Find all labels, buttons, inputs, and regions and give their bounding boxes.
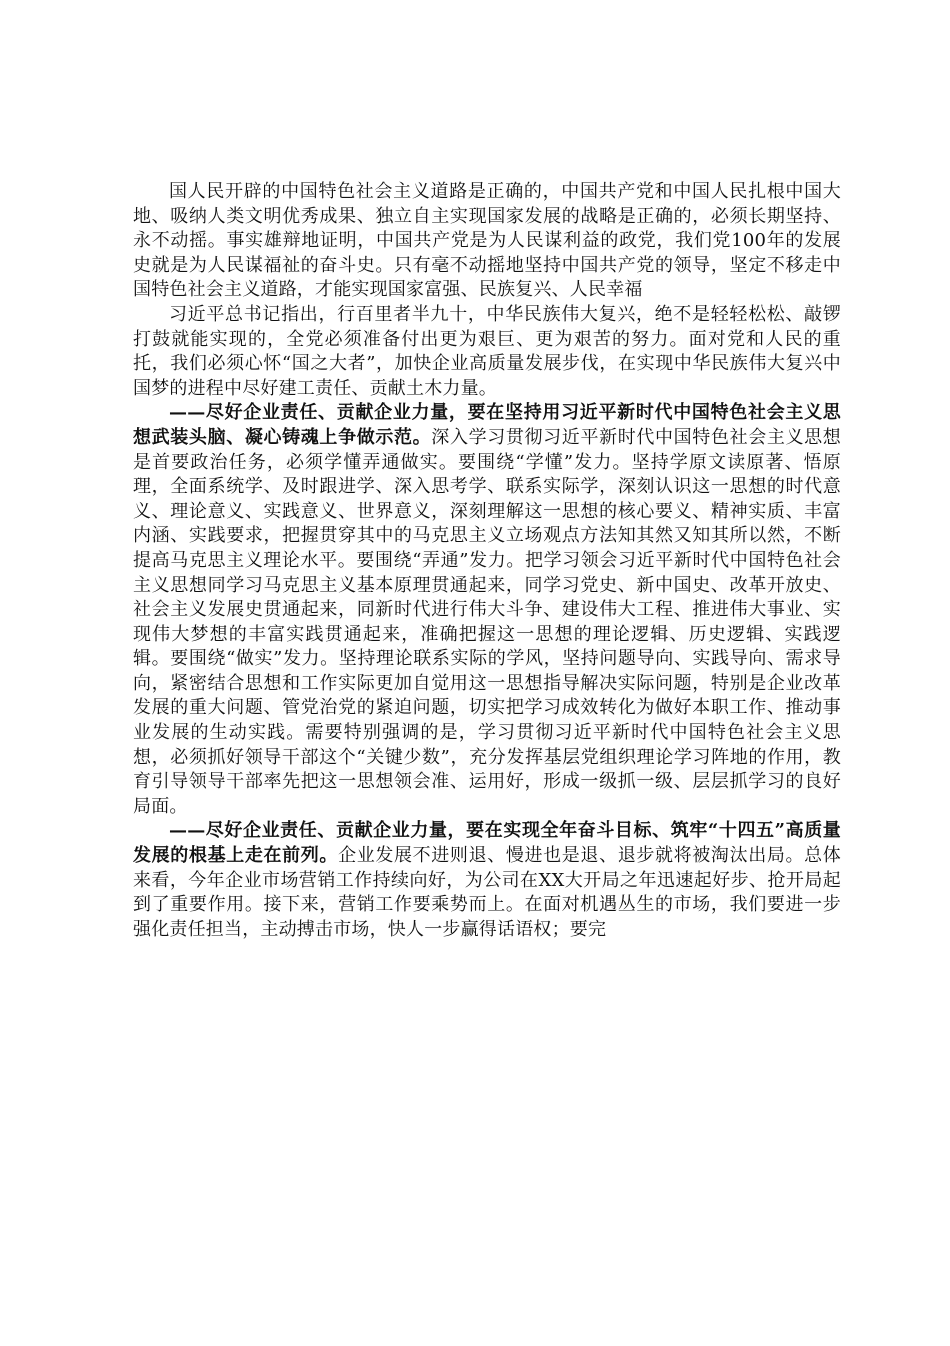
document-body [133, 180, 841, 942]
paragraph-text: 习近平总书记指出，行百里者半九十，中华民族伟大复兴，绝不是轻轻松松、敲锣打鼓就能实现的，全党必须准备付出更为艰巨、更为艰苦的努力。面对党和人民的重托，我们必须心怀“国之大者”，加快企业高质量发展步伐，在实现中华民族伟大复兴中国梦的进程中尽好建工责任、贡献土木力量。 [133, 303, 841, 399]
paragraph [133, 180, 841, 303]
paragraph [133, 819, 841, 942]
paragraph-text: 深入学习贯彻习近平新时代中国特色社会主义思想是首要政治任务，必须学懂弄通做实。要围绕“学懂”发力。坚持学原文读原著、悟原理，全面系统学、及时跟进学、深入思考学、联系实际学，深刻认识这一思想的时代意义、理论意义、实践意义、世界意义，深刻理解这一思想的核心要义、精神实质、丰富内涵、实践要求，把握贯穿其中的马克思主义立场观点方法知其然又知其所以然，不断提高马克思主义理论水平。要围绕“弄通”发力。把学习领会习近平新时代中国特色社会主义思想同学习马克思主义基本原理贯通起来，同学习党史、新中国史、改革开放史、社会主义发展史贯通起来，同新时代进行伟大斗争、建设伟大工程、推进伟大事业、实现伟大梦想的丰富实践贯通起来，准确把握这一思想的理论逻辑、历史逻辑、实践逻辑。要围绕“做实”发力。坚持理论联系实际的学风，坚持问题导向、实践导向、需求导向，紧密结合思想和工作实际更加自觉用这一思想指导解决实际问题，特别是企业改革发展的重大问题、管党治党的紧迫问题，切实把学习成效转化为做好本职工作、推动事业发展的生动实践。需要特别强调的是，学习贯彻习近平新时代中国特色社会主义思想，必须抓好领导干部这个“关键少数”，充分发挥基层党组织理论学习阵地的作用，教育引导领导干部率先把这一思想领会准、运用好，形成一级抓一级、层层抓学习的良好局面。 [133, 426, 841, 817]
paragraph-text: 企业发展不进则退、慢进也是退、退步就将被淘汰出局。总体来看，今年企业市场营销工作持续向好，为公司在XX大开局之年迅速起好步、抢开局起到了重要作用。接下来，营销工作要乘势而上。在面对机遇丛生的市场，我们要进一步强化责任担当，主动搏击市场，快人一步赢得话语权；要完 [133, 845, 841, 940]
paragraph-lead: ——尽好企业责任、贡献企业力量，要在实现全年奋斗目标、筑牢“十四五”高质量发展的根基上走在前列。 [133, 820, 841, 867]
paragraph-lead: ——尽好企业责任、贡献企业力量，要在坚持用习近平新时代中国特色社会主义思想武装头脑、凝心铸魂上争做示范。 [133, 402, 841, 448]
paragraph [133, 401, 841, 819]
paragraph-text: 国人民开辟的中国特色社会主义道路是正确的，中国共产党和中国人民扎根中国大地、吸纳人类文明优秀成果、独立自主实现国家发展的战略是正确的，必须长期坚持、永不动摇。事实雄辩地证明，中国共产党是为人民谋利益的政党，我们党100年的发展史就是为人民谋福祉的奋斗史。只有毫不动摇地坚持中国共产党的领导，坚定不移走中国特色社会主义道路，才能实现国家富强、民族复兴、人民幸福 [133, 181, 841, 301]
paragraph [133, 303, 841, 401]
